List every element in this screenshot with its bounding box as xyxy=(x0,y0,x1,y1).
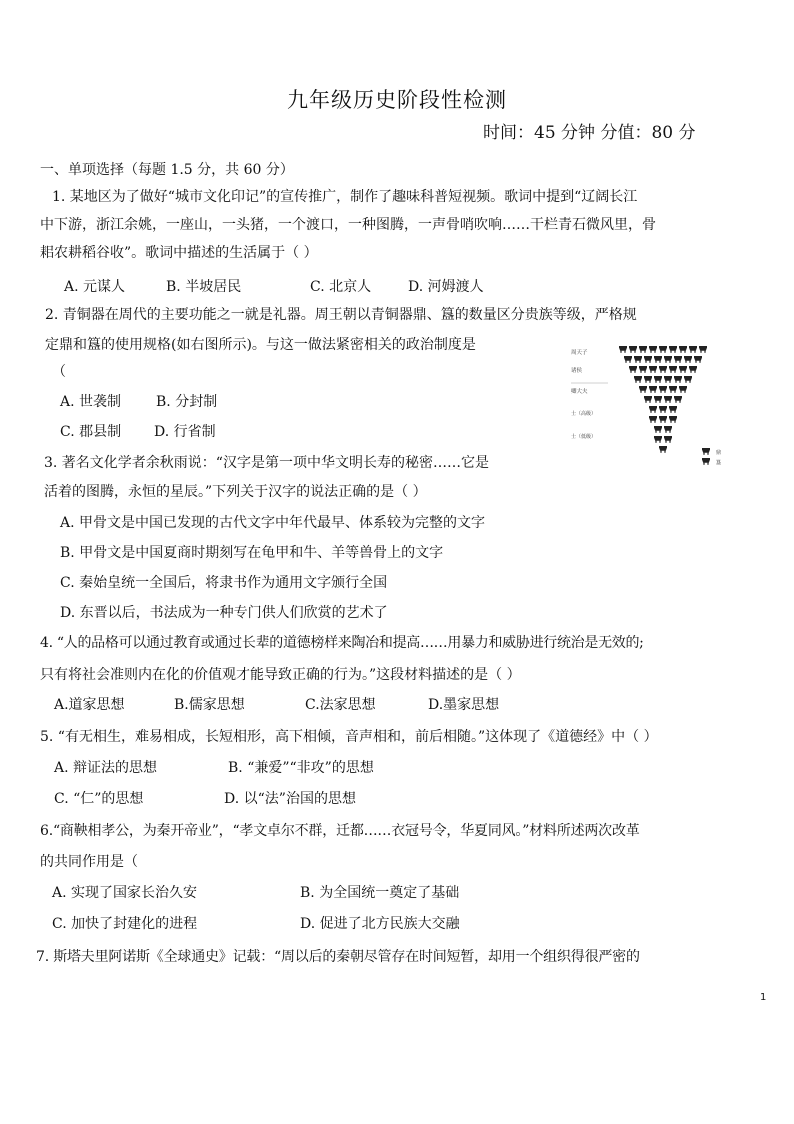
q5-option-b: B. “兼爱”“非攻”的思想 xyxy=(228,760,374,776)
vessel-icon xyxy=(664,376,672,383)
q3-option-d: D. 东晋以后，书法成为一种专门供人们欣赏的艺术了 xyxy=(60,605,388,621)
vessel-icon xyxy=(659,346,667,353)
q1-line-3: 耜农耕稻谷收”。歌词中描述的生活属于（ ） xyxy=(40,245,318,261)
rank-label-ministers: 卿大夫 xyxy=(571,389,588,395)
q3-option-b: B. 甲骨文是中国夏商时期刻写在龟甲和牛、羊等兽骨上的文字 xyxy=(60,545,444,561)
vessel-icon xyxy=(669,346,677,353)
vessel-icon xyxy=(649,346,657,353)
vessel-pyramid-graphic xyxy=(568,340,738,468)
q6-line-2: 的共同作用是（ xyxy=(40,854,138,870)
q7-line-1: 7. 斯塔夫里阿诺斯《全球通史》记载：“周以后的秦朝尽管存在时间短暂，却用一个组织得很严密的 xyxy=(36,949,640,965)
q6-option-a: A. 实现了国家长治久安 xyxy=(52,885,198,901)
q2-option-a: A. 世袭制 xyxy=(60,394,122,410)
vessel-icon xyxy=(654,426,662,433)
ding-gui-rank-figure xyxy=(568,340,738,468)
q2-line-2: 定鼎和簋的使用规格(如右图所示)。与这一做法紧密相关的政治制度是 xyxy=(45,337,476,353)
vessel-icon xyxy=(639,346,647,353)
vessel-icon xyxy=(669,386,677,393)
vessel-icon xyxy=(654,436,662,443)
rank-label-low-scholar: 士（低级） xyxy=(571,434,597,440)
vessel-icon xyxy=(669,416,677,423)
vessel-icon xyxy=(649,406,657,413)
vessel-icon xyxy=(649,416,657,423)
q1-option-b: B. 半坡居民 xyxy=(166,279,242,295)
q2-line-1: 2. 青铜器在周代的主要功能之一就是礼器。周王朝以青铜器鼎、簋的数量区分贵族等级，严格规 xyxy=(45,307,637,323)
q6-option-c: C. 加快了封建化的进程 xyxy=(52,916,198,932)
q1-line-2: 中下游，浙江余姚，一座山，一头猪，一个渡口，一种图腾，一声骨哨吹响……干栏青石微风里，骨 xyxy=(40,217,656,233)
vessel-icon xyxy=(659,446,667,453)
vessel-icon xyxy=(664,436,672,443)
vessel-icon xyxy=(674,396,682,403)
vessel-icon xyxy=(659,366,667,373)
vessel-icon xyxy=(694,356,702,363)
vessel-icon xyxy=(659,386,667,393)
q3-line-1: 3. 著名文化学者余秋雨说：“汉字是第一项中华文明长寿的秘密……它是 xyxy=(44,455,489,471)
vessel-icon xyxy=(664,356,672,363)
vessel-icon xyxy=(664,396,672,403)
vessel-icon xyxy=(689,366,697,373)
q4-option-c: C.法家思想 xyxy=(305,697,376,713)
q6-option-b: B. 为全国统一奠定了基础 xyxy=(300,885,460,901)
vessel-icon xyxy=(684,376,692,383)
vessel-icon xyxy=(699,346,707,353)
vessel-icon xyxy=(669,366,677,373)
q5-option-d: D. 以“法”治国的思想 xyxy=(224,791,356,807)
q3-line-2: 活着的图腾，永恒的星辰。”下列关于汉字的说法正确的是（ ） xyxy=(44,484,427,500)
vessel-icon xyxy=(639,366,647,373)
vessel-icon xyxy=(629,346,637,353)
vessel-icon xyxy=(684,356,692,363)
vessel-icon xyxy=(634,376,642,383)
section-heading: 一、单项选择（每题 1.5 分，共 60 分） xyxy=(40,162,294,178)
q5-option-a: A. 辩证法的思想 xyxy=(54,760,158,776)
rank-label-lords: 诸侯 xyxy=(571,368,583,374)
q4-option-d: D.墨家思想 xyxy=(428,697,500,713)
legend-ding-icon xyxy=(702,448,710,455)
vessel-icon xyxy=(624,356,632,363)
vessel-icon xyxy=(619,346,627,353)
vessel-icon xyxy=(689,346,697,353)
vessel-icon xyxy=(679,386,687,393)
rank-label-high-scholar: 士（高级） xyxy=(571,411,597,417)
vessel-icon xyxy=(649,386,657,393)
q3-option-c: C. 秦始皇统一全国后，将隶书作为通用文字颁行全国 xyxy=(60,575,388,591)
legend xyxy=(702,448,721,466)
q4-line-1: 4. “人的品格可以通过教育或通过长辈的道德榜样来陶冶和提高……用暴力和威胁进行统治是无效的; xyxy=(40,635,644,651)
q2-option-c: C. 郡县制 xyxy=(60,424,122,440)
vessel-icon xyxy=(669,406,677,413)
vessel-icon xyxy=(659,406,667,413)
q1-option-c: C. 北京人 xyxy=(310,279,372,295)
vessel-icon xyxy=(644,376,652,383)
vessel-icon xyxy=(679,346,687,353)
vessel-icon xyxy=(639,386,647,393)
q6-option-d: D. 促进了北方民族大交融 xyxy=(300,916,460,932)
q3-option-a: A. 甲骨文是中国已发现的古代文字中年代最早、体系较为完整的文字 xyxy=(60,515,486,531)
exam-title: 九年级历史阶段性检测 xyxy=(287,88,507,112)
rank-label-king: 周天子 xyxy=(571,350,588,356)
legend-ding-label: 鼎 xyxy=(716,450,722,456)
vessel-icon xyxy=(649,366,657,373)
q4-option-a: A.道家思想 xyxy=(54,697,125,713)
vessel-icon xyxy=(679,366,687,373)
q2-option-b: B. 分封制 xyxy=(156,394,218,410)
vessel-icon xyxy=(674,356,682,363)
q4-line-2: 只有将社会准则内在化的价值观才能导致正确的行为。”这段材料描述的是（ ） xyxy=(40,667,521,683)
vessel-icon xyxy=(629,366,637,373)
legend-gui-label: 簋 xyxy=(716,460,722,466)
time-score-info: 时间：45 分钟 分值：80 分 xyxy=(483,123,696,143)
vessel-rows xyxy=(619,346,707,453)
vessel-icon xyxy=(654,396,662,403)
vessel-icon xyxy=(664,426,672,433)
q5-line-1: 5. “有无相生，难易相成，长短相形，高下相倾，音声相和，前后相随。”这体现了《道德经》中（ ） xyxy=(40,729,658,745)
vessel-icon xyxy=(659,416,667,423)
legend-gui-icon xyxy=(702,458,710,465)
q6-line-1: 6.“商鞅相孝公，为秦开帝业”，“孝文卓尔不群，迁都……衣冠号令，华夏同风。”材料所述两次改革 xyxy=(40,823,640,839)
q2-option-d: D. 行省制 xyxy=(154,424,216,440)
vessel-icon xyxy=(654,356,662,363)
vessel-icon xyxy=(674,376,682,383)
q1-option-a: A. 元谋人 xyxy=(64,279,126,295)
q1-option-d: D. 河姆渡人 xyxy=(408,279,484,295)
q2-line-3: （ xyxy=(52,364,66,380)
q5-option-c: C. “仁”的思想 xyxy=(54,791,144,807)
vessel-icon xyxy=(644,356,652,363)
page-number: 1 xyxy=(760,992,767,1003)
q1-line-1: 1. 某地区为了做好“城市文化印记”的宣传推广，制作了趣味科普短视频。歌词中提到“辽阔长江 xyxy=(52,189,638,205)
vessel-icon xyxy=(634,356,642,363)
vessel-icon xyxy=(644,396,652,403)
vessel-icon xyxy=(654,376,662,383)
q4-option-b: B.儒家思想 xyxy=(174,697,245,713)
